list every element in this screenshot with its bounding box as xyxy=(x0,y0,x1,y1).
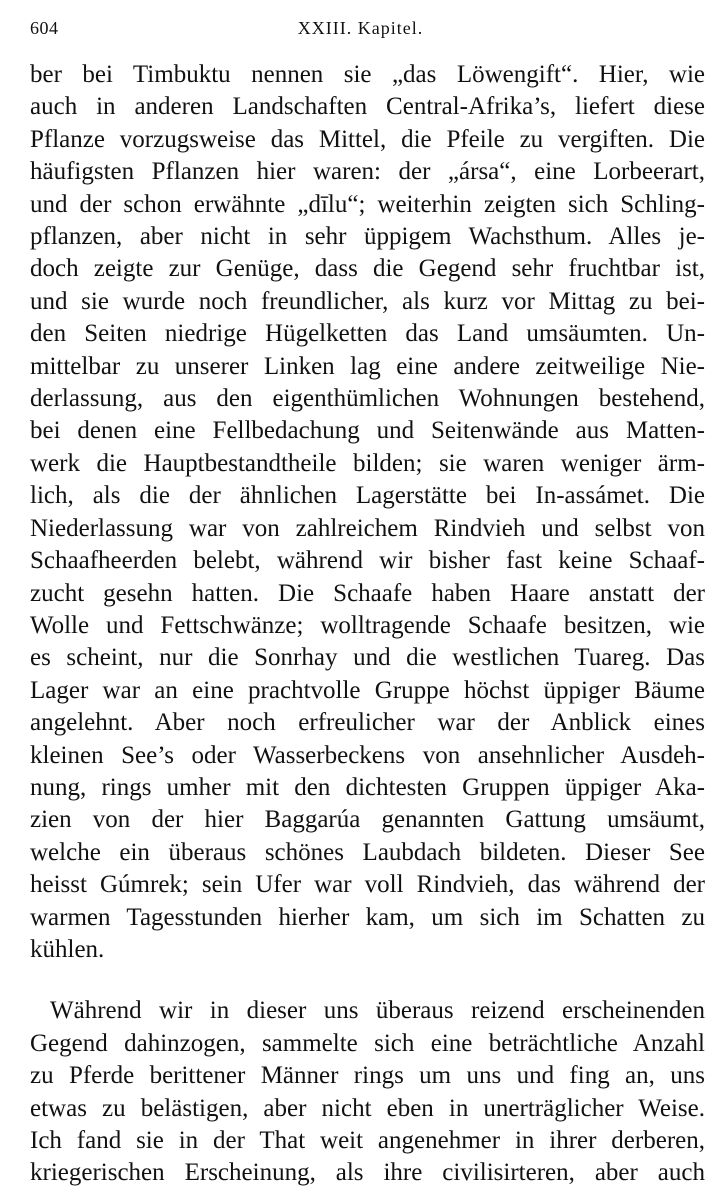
text-line: zien von der hier Baggarúa genannten Gattung umsäumt, xyxy=(30,806,705,834)
text-line: und sie wurde noch freundlicher, als kurz vor Mittag zu bei- xyxy=(30,287,705,315)
text-line: den Seiten niedrige Hügelketten das Land umsäumten. Un- xyxy=(30,320,705,348)
text-line: Lager war an eine prachtvolle Gruppe höchst üppiger Bäume xyxy=(30,676,705,704)
text-line: Niederlassung war von zahlreichem Rindvieh und selbst von xyxy=(30,514,705,542)
text-line: warmen Tagesstunden hierher kam, um sich im Schatten zu xyxy=(30,903,705,931)
paragraph-gap xyxy=(30,966,705,995)
text-line: zucht gesehn hatten. Die Schaafe haben Haare anstatt der xyxy=(30,579,705,607)
paragraph-1 xyxy=(30,59,705,966)
text-line: welche ein überaus schönes Laubdach bildeten. Dieser See xyxy=(30,838,705,866)
text-line: kriegerischen Erscheinung, als ihre civilisirteren, aber auch xyxy=(30,1159,705,1187)
text-line: kleinen See’s oder Wasserbeckens von ansehnlicher Ausdeh- xyxy=(30,741,705,769)
text-line: Wolle und Fettschwänze; wolltragende Schaafe besitzen, wie xyxy=(30,611,705,639)
text-line: nung, rings umher mit den dichtesten Gruppen üppiger Aka- xyxy=(30,773,705,801)
text-line: ber bei Timbuktu nennen sie „das Löwengift“. Hier, wie xyxy=(30,61,705,88)
text-line: zu Pferde berittener Männer rings um uns und fing an, uns xyxy=(30,1062,705,1090)
text-line: werk die Hauptbestandtheile bilden; sie waren weniger ärm- xyxy=(30,449,705,477)
page-number: 604 xyxy=(30,18,59,38)
text-line: häufigsten Pflanzen hier waren: der „ársa“, eine Lorbeerart, xyxy=(30,158,705,186)
text-line: kühlen. xyxy=(30,935,105,963)
body-text xyxy=(30,59,705,1190)
text-line: Pflanze vorzugsweise das Mittel, die Pfeile zu vergiften. Die xyxy=(30,125,705,153)
text-line: bei denen eine Fellbedachung und Seitenwände aus Matten- xyxy=(30,417,705,445)
text-line: Während wir in dieser uns überaus reizend erscheinenden xyxy=(50,997,705,1025)
text-line: mittelbar zu unserer Linken lag eine andere zeitweilige Nie- xyxy=(30,352,705,380)
text-line: Schaafheerden belebt, während wir bisher fast keine Schaaf- xyxy=(30,547,705,575)
text-line: es scheint, nur die Sonrhay und die westlichen Tuareg. Das xyxy=(30,644,705,672)
text-line: etwas zu belästigen, aber nicht eben in unerträglicher Weise. xyxy=(30,1094,705,1122)
text-line: heisst Gúmrek; sein Ufer war voll Rindvieh, das während der xyxy=(30,871,705,899)
text-line: und der schon erwähnte „dīlu“; weiterhin zeigten sich Schling- xyxy=(30,190,705,218)
chapter-title: XXIII. Kapitel. xyxy=(297,18,424,38)
running-header xyxy=(30,16,691,48)
text-line: lich, als die der ähnlichen Lagerstätte bei In-assámet. Die xyxy=(30,482,705,510)
text-line: doch zeigte zur Genüge, dass die Gegend sehr fruchtbar ist, xyxy=(30,255,705,283)
text-line: derlassung, aus den eigenthümlichen Wohnungen bestehend, xyxy=(30,385,705,413)
text-line: auch in anderen Landschaften Central-Afrika’s, liefert diese xyxy=(30,93,705,121)
text-line: angelehnt. Aber noch erfreulicher war der Anblick eines xyxy=(30,709,705,737)
paragraph-2 xyxy=(30,995,705,1189)
text-line: Gegend dahinzogen, sammelte sich eine beträchtliche Anzahl xyxy=(30,1029,705,1057)
text-line: Ich fand sie in der That weit angenehmer in ihrer derberen, xyxy=(30,1127,705,1154)
text-line: pflanzen, aber nicht in sehr üppigem Wachsthum. Alles je- xyxy=(30,223,705,251)
